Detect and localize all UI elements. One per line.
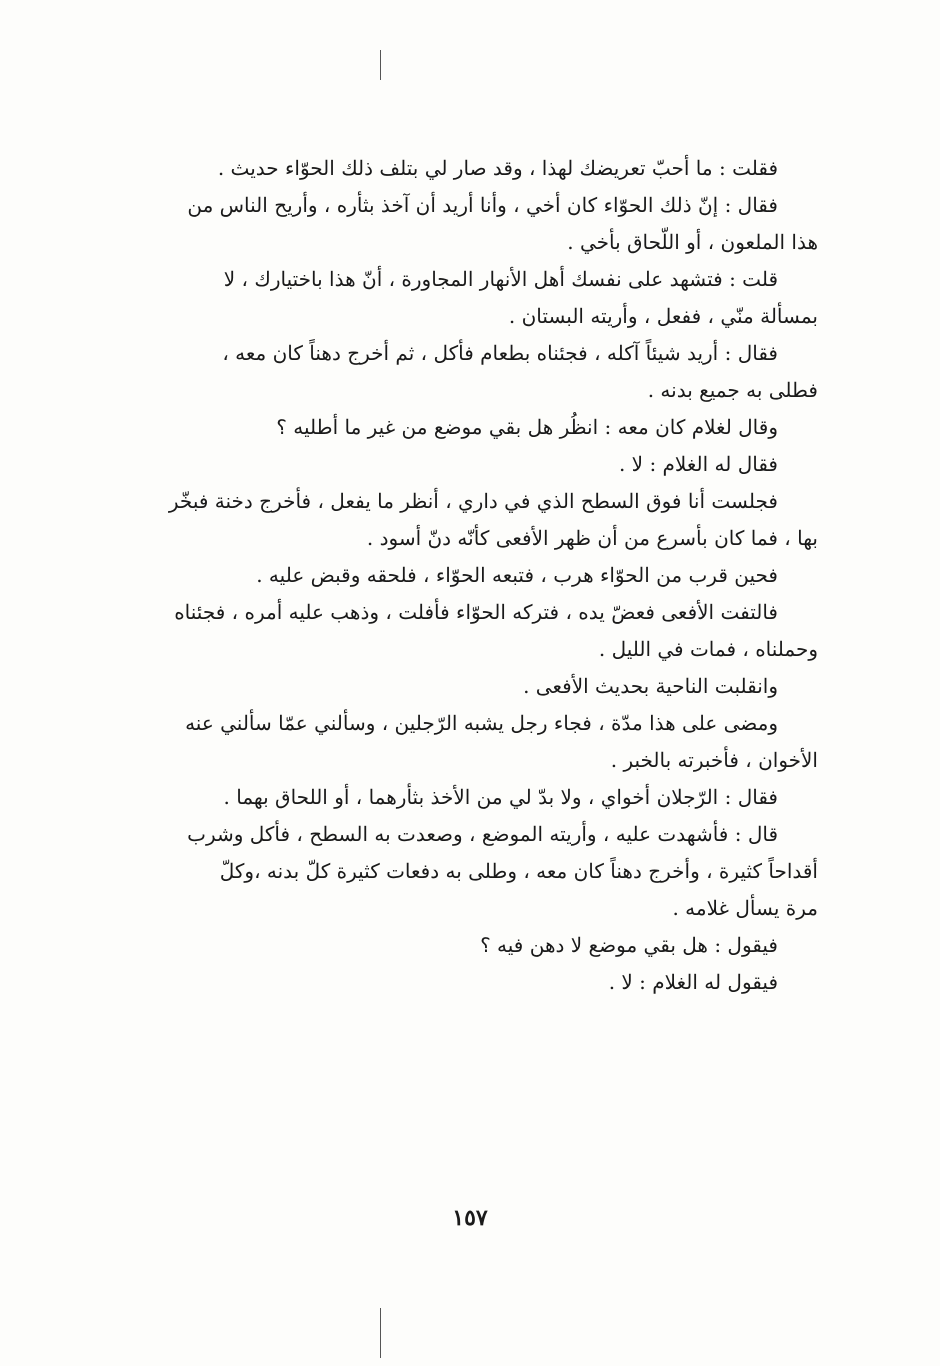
text-line: فجلست أنا فوق السطح الذي في داري ، أنظر ما يفعل ، فأخرج دخنة فبخّر [168,489,778,513]
text-line: فقال له الغلام : لا . [618,452,778,476]
text-line: فقال : إنّ ذلك الحوّاء كان أخي ، وأنا أريد أن آخذ بثأره ، وأريح الناس من [187,193,778,217]
text-line: هذا الملعون ، أو اللّحاق بأخي . [567,230,818,254]
text-line: ومضى على هذا مدّة ، فجاء رجل يشبه الرّجلين ، وسألني عمّا سألني عنه [185,711,778,735]
text-line: قلت : فتشهد على نفسك أهل الأنهار المجاورة ، أنّ هذا باختيارك ، لا [223,267,778,291]
text-line: فقال : أريد شيئاً آكله ، فجئناه بطعام فأكل ، ثم أخرج دهناً كان معه ، [222,341,778,365]
text-line: بمسألة منّي ، ففعل ، وأريته البستان . [508,304,818,328]
text-line: وانقلبت الناحية بحديث الأفعى . [523,674,778,698]
text-line: قال : فأشهدت عليه ، وأريته الموضع ، وصعدت به السطح ، فأكل وشرب [187,822,778,846]
page-number: ١٥٧ [452,1205,488,1231]
text-line: بها ، فما كان بأسرع من أن ظهر الأفعى كأنّه دنّ أسود . [366,526,818,550]
text-line: الأخوان ، فأخبرته بالخبر . [610,748,818,772]
text-line: فقال : الرّجلان أخواي ، ولا بدّ لي من الأخذ بثأرهما ، أو اللحاق بهما . [223,785,778,809]
text-line: فطلى به جميع بدنه . [647,378,818,402]
text-line: فحين قرب من الحوّاء هرب ، فتبعه الحوّاء ، فلحقه وقبض عليه . [256,563,778,587]
body-text [150,150,818,1001]
text-line: مرة يسأل غلامه . [672,896,818,920]
top-rule-line [380,50,381,80]
text-line: وقال لغلام كان معه : انظُر هل بقي موضع من غير ما أطليه ؟ [276,415,778,439]
text-line: وحملناه ، فمات في الليل . [598,637,818,661]
text-line: فقلت : ما أحبّ تعريضك لهذا ، وقد صار لي بتلف ذلك الحوّاء حديث . [217,156,778,180]
text-line: فيقول له الغلام : لا . [608,970,778,994]
text-line: فالتفت الأفعى فعضّ يده ، فتركه الحوّاء فأفلت ، وذهب عليه أمره ، فجئناه [174,600,778,624]
text-line: أقداحاً كثيرة ، وأخرج دهناً كان معه ، وطلى به دفعات كثيرة كلّ بدنه ،وكلّ [219,859,818,883]
text-line: فيقول : هل بقي موضع لا دهن فيه ؟ [480,933,778,957]
bottom-rule-line [380,1308,381,1358]
